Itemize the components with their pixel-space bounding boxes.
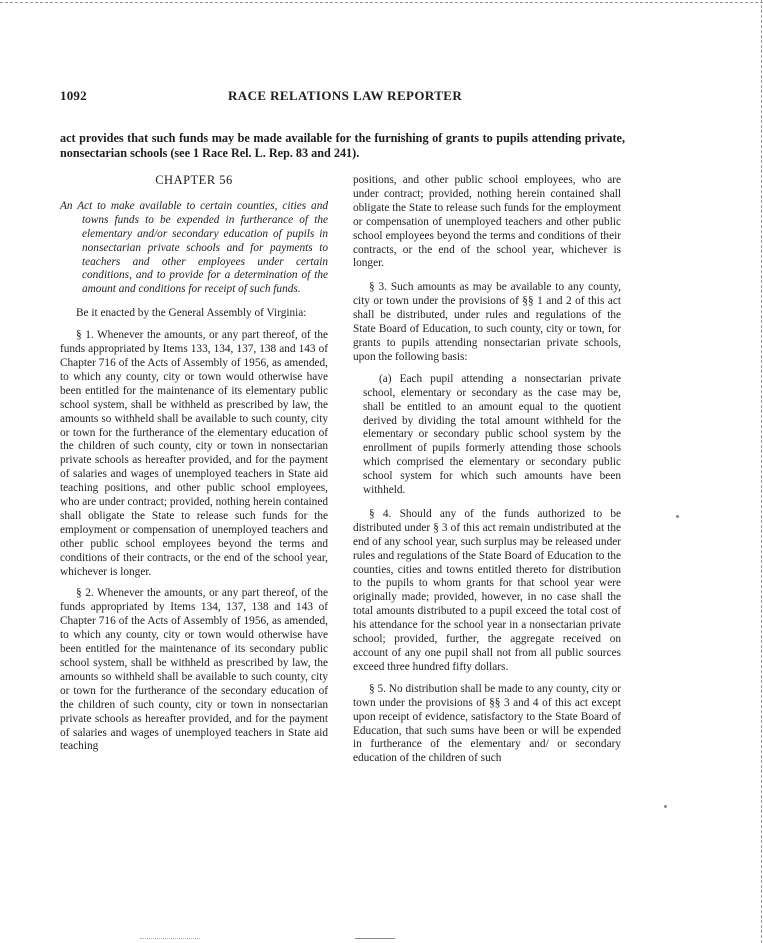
section-3-subsection-a: (a) Each pupil attending a nonsectarian private school, elementary or secondary as the case may be, shall be entitled to an amount equal to the quotient derived by dividing the total amount withheld for the elementary or secondary public school system by the enrollment of pupils formerly attending those schools which comprised the elementary or secondary public school system for which such amounts have been withheld. — [363, 372, 621, 497]
scan-speck — [664, 805, 667, 808]
footer-dotted-mark — [140, 938, 200, 939]
chapter-heading: CHAPTER 56 — [155, 173, 233, 187]
scan-border-right — [761, 0, 762, 943]
page-number: 1092 — [60, 88, 87, 103]
running-title: RACE RELATIONS LAW REPORTER — [228, 88, 463, 103]
lead-paragraph: act provides that such funds may be made available for the furnishing of grants to pupils attending private, nonsectarian schools (see 1 Race Rel. L. Rep. 83 and 241). — [60, 131, 625, 160]
left-column — [60, 174, 328, 762]
section-1: § 1. Whenever the amounts, or any part thereof, of the funds appropriated by Items 133, 134, 137, 138 and 143 of Chapter 716 of the Acts of Assembly of 1956, as amended, to which any county, city or town would otherwise have been entitled for the maintenance of its elementary public school system, shall be withheld as prescribed by law, the amounts so withheld shall be available to such county, city or town for the furtherance of the elementary education of the children of such county, city or town in nonsectarian private schools as hereafter provided, and for the payment of salaries and wages of unemployed teachers in State aid teaching positions, and other public school employees, who are under contract; provided, nothing herein contained shall obligate the State to release such funds for the employment or compensation of unemployed teachers and other public school employees beyond the terms and conditions of their contracts, or the end of the school year, whichever is longer. — [60, 329, 328, 578]
section-2: § 2. Whenever the amounts, or any part thereof, of the funds appropriated by Items 134, 137, 138 and 143 of Chapter 716 of the Acts of Assembly of 1956, as amended, to which any county, city or town would otherwise have been entitled for the maintenance of its secondary public school system, shall be withheld as prescribed by law, the amounts so withheld shall be available to such county, city or town for the furtherance of the secondary education of the children of such county, city or town in nonsectarian private schools as hereafter provided, and for the payment of salaries and wages of unemployed teachers in State aid teaching — [60, 587, 328, 753]
section-5: § 5. No distribution shall be made to any county, city or town under the provisions of §§ 3 and 4 of this act except upon receipt of evidence, satisfactory to the State Board of Education, that such sums have been or will be expended in furtherance of the elementary and/ or secondary education of the children of such — [353, 682, 621, 765]
scan-footer-marks — [140, 938, 420, 942]
enacting-clause: Be it enacted by the General Assembly of Virginia: — [76, 307, 307, 320]
scan-border-top — [0, 2, 763, 3]
act-title: An Act to make available to certain counties, cities and towns funds to be expended in furtherance of the elementary and/or secondary education of pupils in nonsectarian private schools and for payments to teachers and other employees under certain conditions, and to provide for a determination of the amount and conditions for receipt of such funds. — [60, 199, 328, 296]
footer-rule-mark — [355, 938, 395, 939]
section-3: § 3. Such amounts as may be available to any county, city or town under the provisions of §§ 1 and 2 of this act shall be distributed, under rules and regulations of the State Board of Education, to such county, city or town, for grants to pupils attending nonsectarian private schools, upon the following basis: — [353, 281, 621, 363]
scan-speck — [676, 515, 679, 518]
section-2-continuation: positions, and other public school employees, who are under contract; provided, nothing herein contained shall obligate the State to release such funds for the employment or compensation of unemployed teachers and other public school employees beyond the terms and conditions of their contracts, or the end of the school year, whichever is longer. — [353, 174, 621, 270]
page-header — [60, 88, 625, 108]
section-4: § 4. Should any of the funds authorized to be distributed under § 3 of this act remain undistributed at the end of any school year, such surplus may be released under rules and regulations of the State Board of Education to the counties, cities and towns entitled thereto for distribution to the pupils to whom grants for that school year were originally made; provided, however, in no case shall the total amounts distributed to a pupil exceed the total cost of his attendance for the school year in a nonsectarian private school; provided, further, the aggregate received on account of any one pupil shall not from all public sources exceed three hundred fifty dollars. — [353, 507, 621, 673]
right-column — [353, 174, 621, 774]
